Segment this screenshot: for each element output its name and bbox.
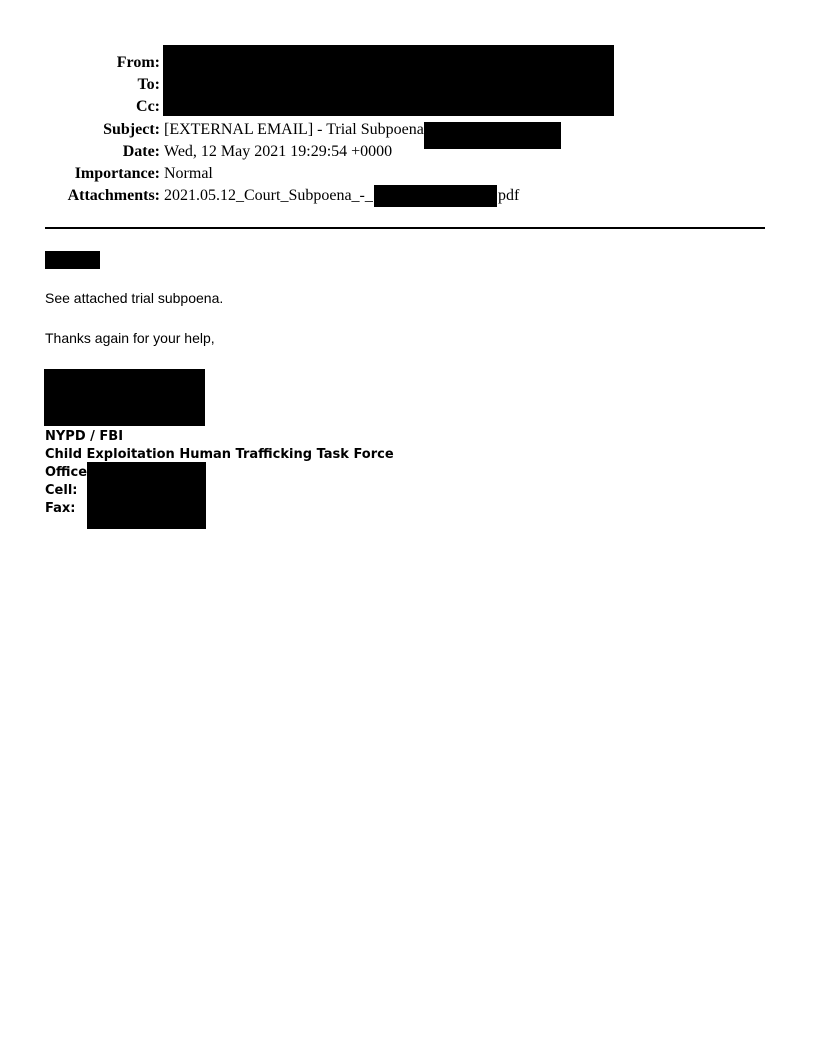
header-divider xyxy=(45,227,765,229)
signature-fax-label: Fax: xyxy=(45,501,76,516)
subject-label: Subject: xyxy=(103,121,160,138)
sender-name-redaction xyxy=(44,369,205,426)
signature-cell-label: Cell: xyxy=(45,483,78,498)
date-value: Wed, 12 May 2021 19:29:54 +0000 xyxy=(164,143,393,160)
date-label: Date: xyxy=(122,143,160,160)
attachments-label: Attachments: xyxy=(67,187,160,204)
signature-unit: Child Exploitation Human Trafficking Task Force xyxy=(45,447,394,462)
attachment-filename-prefix[interactable]: 2021.05.12_Court_Subpoena_-_ xyxy=(164,187,373,204)
contact-numbers-redaction xyxy=(87,462,206,529)
subject-value: [EXTERNAL EMAIL] - Trial Subpoena xyxy=(164,121,424,138)
to-label: To: xyxy=(137,76,160,93)
cc-label: Cc: xyxy=(136,98,160,115)
body-line-thanks: Thanks again for your help, xyxy=(45,330,215,346)
importance-label: Importance: xyxy=(74,165,160,182)
subject-redaction xyxy=(424,122,561,149)
attachment-redaction xyxy=(374,185,497,207)
from-label: From: xyxy=(116,54,160,71)
recipients-redaction xyxy=(163,45,614,116)
attachment-filename-suffix[interactable]: pdf xyxy=(498,187,520,204)
signature-office-label: Office xyxy=(45,465,88,480)
greeting-redaction xyxy=(45,251,100,269)
body-line-attached: See attached trial subpoena. xyxy=(45,290,224,306)
importance-value: Normal xyxy=(164,165,213,182)
signature-org: NYPD / FBI xyxy=(45,429,124,444)
